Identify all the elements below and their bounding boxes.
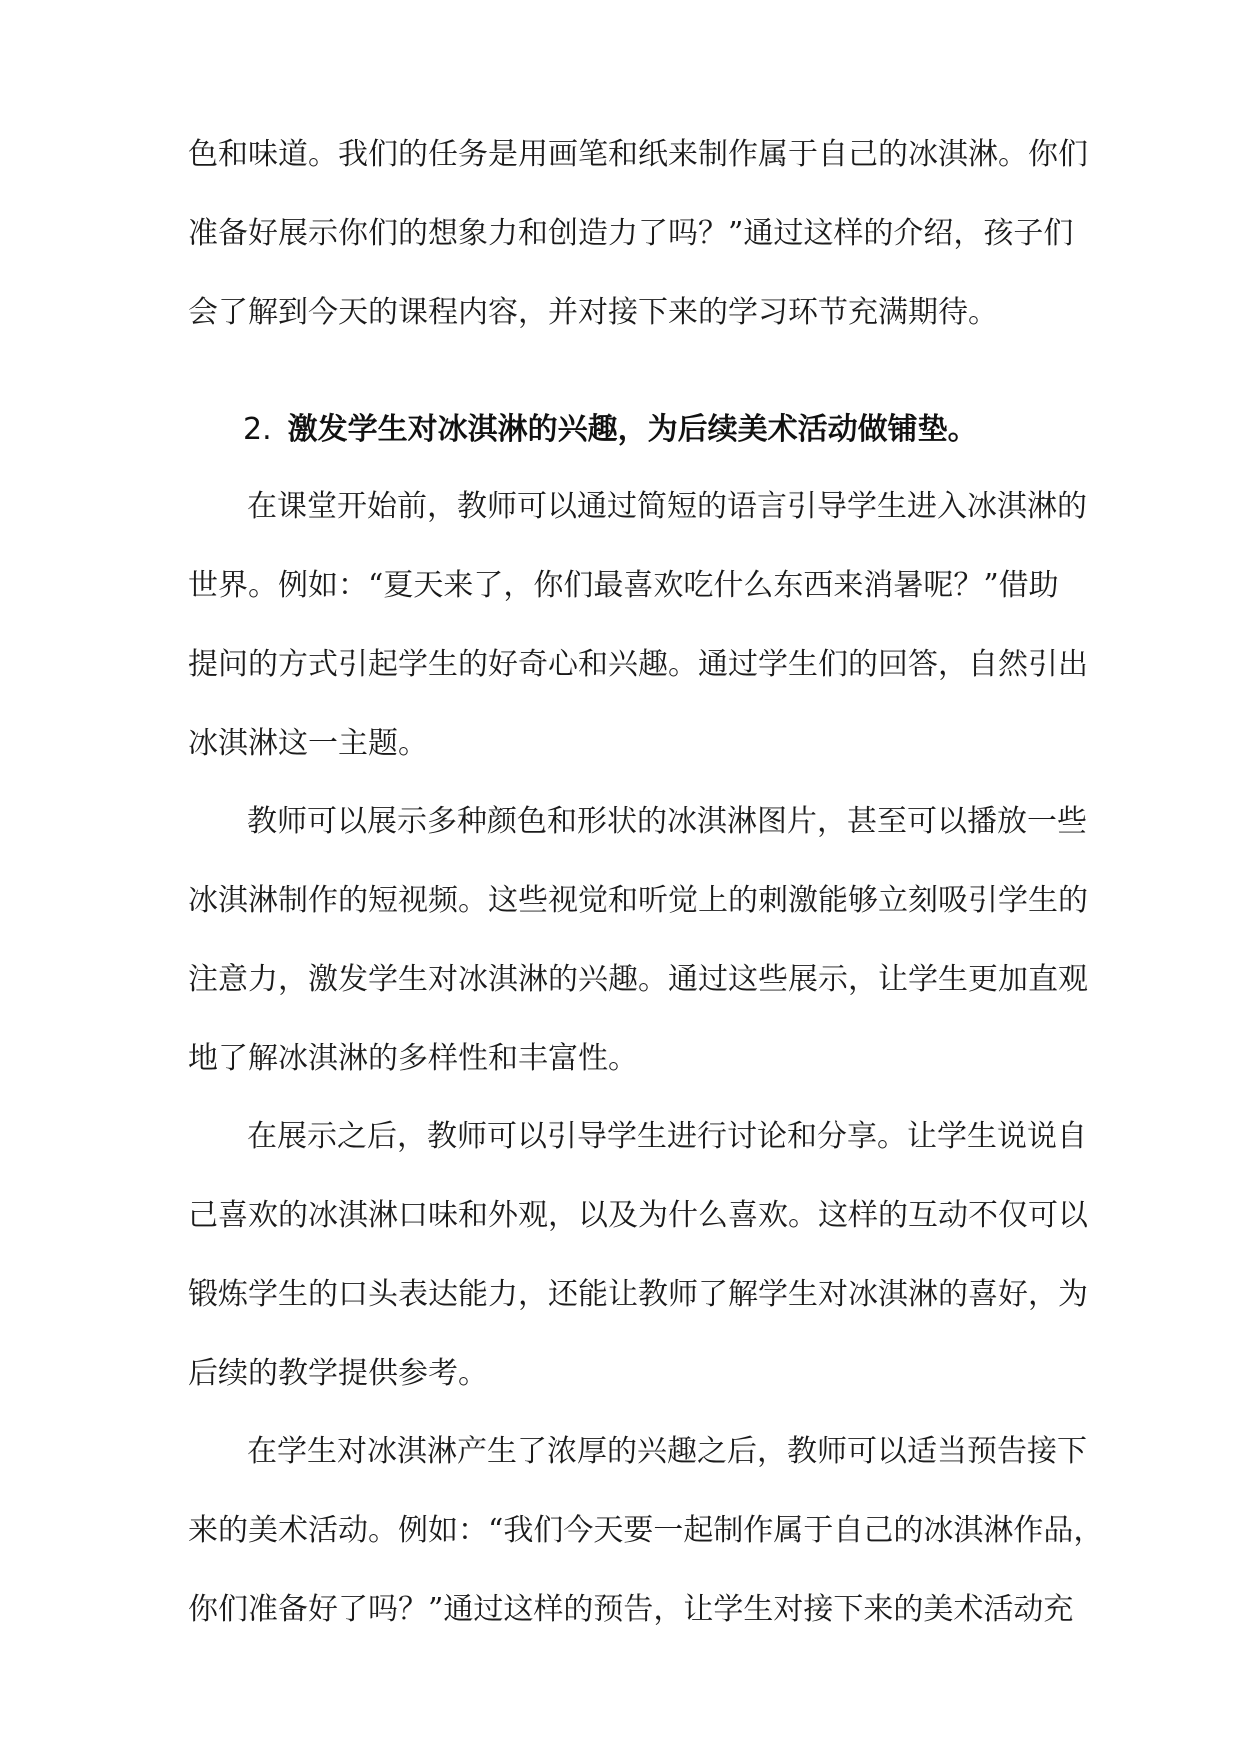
paragraph-line: 冰淇淋这一主题。 xyxy=(188,726,428,761)
paragraph-line: 教师可以展示多种颜色和形状的冰淇淋图片，甚至可以播放一些 xyxy=(247,804,1087,839)
paragraph-line: 你们准备好了吗？”通过这样的预告，让学生对接下来的美术活动充 xyxy=(188,1592,1074,1627)
section-heading xyxy=(243,410,978,450)
paragraph-line: 己喜欢的冰淇淋口味和外观，以及为什么喜欢。这样的互动不仅可以 xyxy=(188,1198,1088,1233)
paragraph-line: 会了解到今天的课程内容，并对接下来的学习环节充满期待。 xyxy=(188,295,998,330)
paragraph-line: 在展示之后，教师可以引导学生进行讨论和分享。让学生说说自 xyxy=(247,1119,1087,1154)
paragraph-line: 准备好展示你们的想象力和创造力了吗？”通过这样的介绍，孩子们 xyxy=(188,216,1074,251)
paragraph-line: 色和味道。我们的任务是用画笔和纸来制作属于自己的冰淇淋。你们 xyxy=(188,137,1088,172)
paragraph-line: 冰淇淋制作的短视频。这些视觉和听觉上的刺激能够立刻吸引学生的 xyxy=(188,883,1088,918)
paragraph-line: 锻炼学生的口头表达能力，还能让教师了解学生对冰淇淋的喜好，为 xyxy=(188,1277,1088,1312)
paragraph-line: 注意力，激发学生对冰淇淋的兴趣。通过这些展示，让学生更加直观 xyxy=(188,962,1088,997)
paragraph-line: 提问的方式引起学生的好奇心和兴趣。通过学生们的回答，自然引出 xyxy=(188,647,1088,682)
paragraph-line: 后续的教学提供参考。 xyxy=(188,1356,488,1391)
paragraph-line: 在课堂开始前，教师可以通过简短的语言引导学生进入冰淇淋的 xyxy=(247,489,1087,524)
section-heading-text: 激发学生对冰淇淋的兴趣，为后续美术活动做铺垫。 xyxy=(287,412,978,447)
paragraph-line: 地了解冰淇淋的多样性和丰富性。 xyxy=(188,1041,638,1076)
paragraph-line: 来的美术活动。例如：“我们今天要一起制作属于自己的冰淇淋作品， xyxy=(188,1513,1104,1548)
section-number: 2. xyxy=(243,412,272,447)
paragraph-line: 世界。例如：“夏天来了，你们最喜欢吃什么东西来消暑呢？”借助 xyxy=(188,568,1059,603)
paragraph-line: 在学生对冰淇淋产生了浓厚的兴趣之后，教师可以适当预告接下 xyxy=(247,1434,1087,1469)
